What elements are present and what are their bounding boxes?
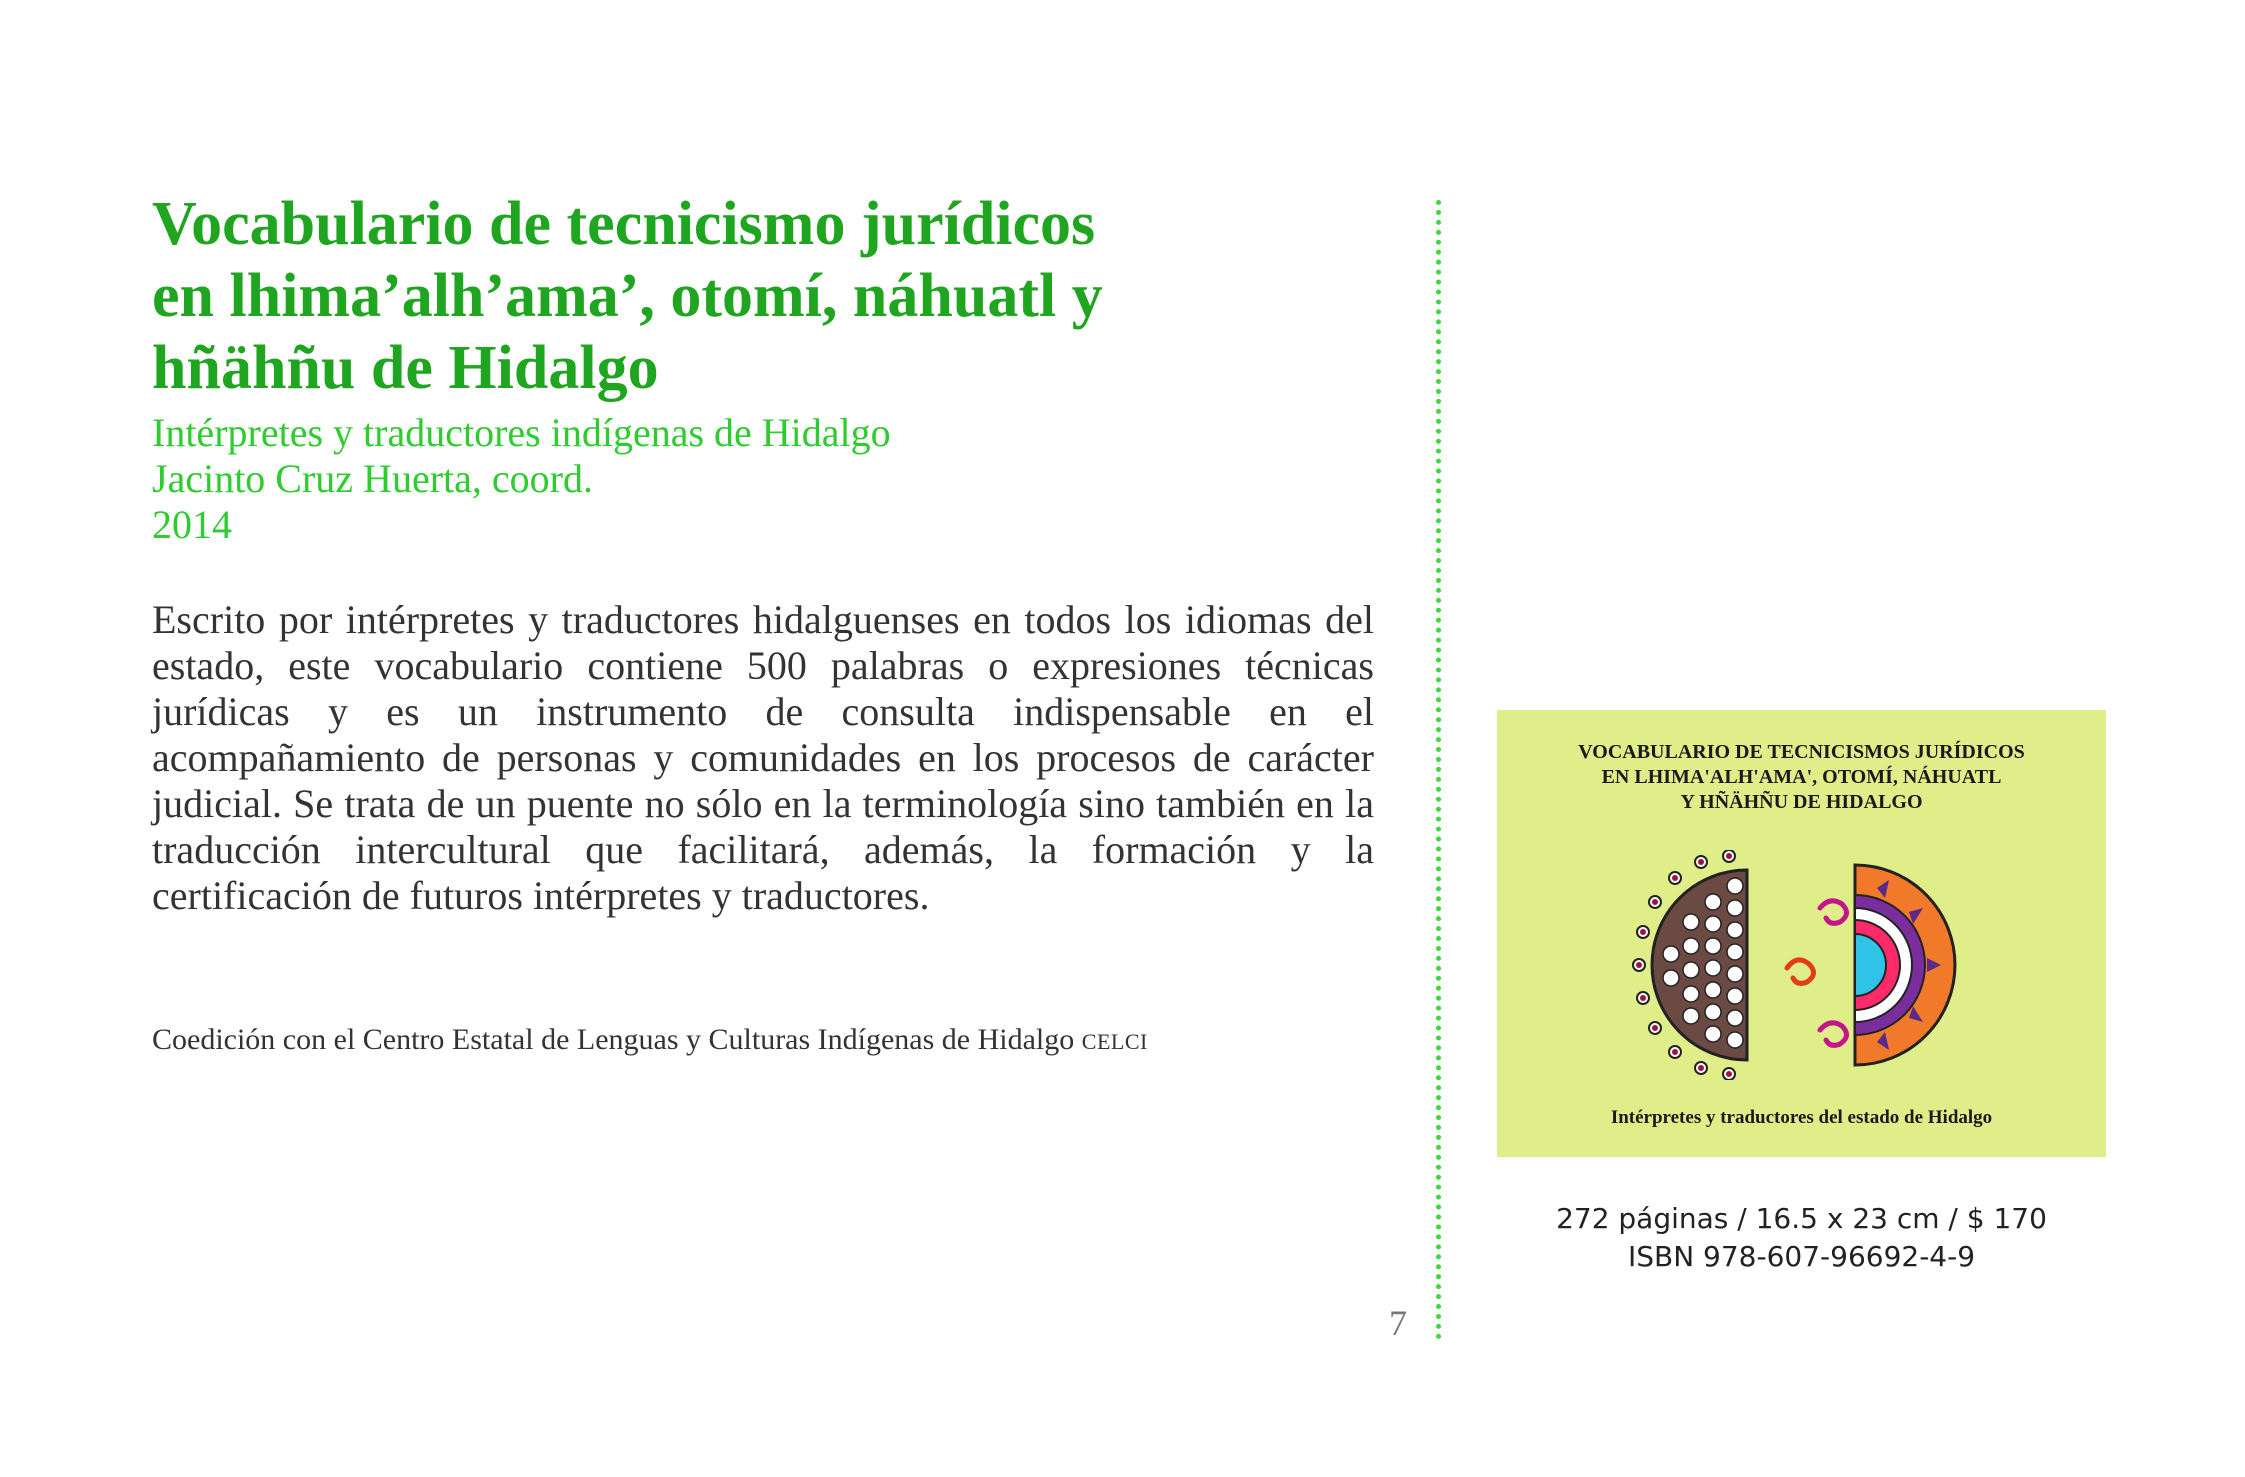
book-authors: Intérpretes y traductores indígenas de Hidalgo (152, 410, 891, 455)
cover-title (1497, 740, 2106, 815)
book-specs (1497, 1200, 2106, 1276)
book-pages-size-price: 272 páginas / 16.5 x 23 cm / $ 170 (1556, 1202, 2047, 1235)
page-number: 7 (1389, 1303, 1407, 1343)
coedition-acronym: CELCI (1081, 1029, 1148, 1054)
cover-title-line: EN LHIMA'ALH'AMA', OTOMÍ, NÁHUATL (1601, 766, 2002, 788)
book-year: 2014 (152, 502, 232, 547)
left-half-emblem (1633, 850, 1747, 1080)
coedition-text: Coedición con el Centro Estatal de Lenguas y Culturas Indígenas de Hidalgo (152, 1023, 1075, 1056)
book-cover (1497, 710, 2106, 1157)
coedition-note (152, 1022, 1382, 1060)
right-half-emblem (1855, 865, 1955, 1065)
cover-emblem-illustration (1627, 850, 1967, 1080)
book-title-line: hñähñu de Hidalgo (152, 334, 659, 402)
book-credits (152, 410, 1352, 548)
book-coordinator: Jacinto Cruz Huerta, coord. (152, 456, 593, 501)
cover-footer: Intérpretes y traductores del estado de Hidalgo (1610, 1107, 1993, 1128)
dotted-divider (1436, 200, 1441, 1340)
cover-title-line: Y HÑÄHÑU DE HIDALGO (1680, 791, 1923, 813)
book-title (152, 188, 1392, 404)
book-title-line: en lhima’alh’ama’, otomí, náhuatl y (152, 262, 1103, 330)
book-title-line: Vocabulario de tecnicismo jurídicos (152, 190, 1096, 258)
cover-title-line: VOCABULARIO DE TECNICISMOS JURÍDICOS (1578, 741, 2025, 763)
center-swirls (1787, 901, 1847, 1046)
book-isbn: ISBN 978-607-96692-4-9 (1627, 1240, 1976, 1273)
book-description: Escrito por intérpretes y traductores hidalguenses en todos los idiomas del estado, este vocabulario contiene 500 palabras o expresiones técnicas jurídicas y es un instrumento de consulta indispensable en el acompañamiento de personas y comunidades en los procesos de carácter judicial. Se trata de un puente no sólo en la terminología sino también en la traducción intercultural que facilitará, además, la formación y la certificación de futuros intérpretes y traductores. (152, 597, 1374, 918)
